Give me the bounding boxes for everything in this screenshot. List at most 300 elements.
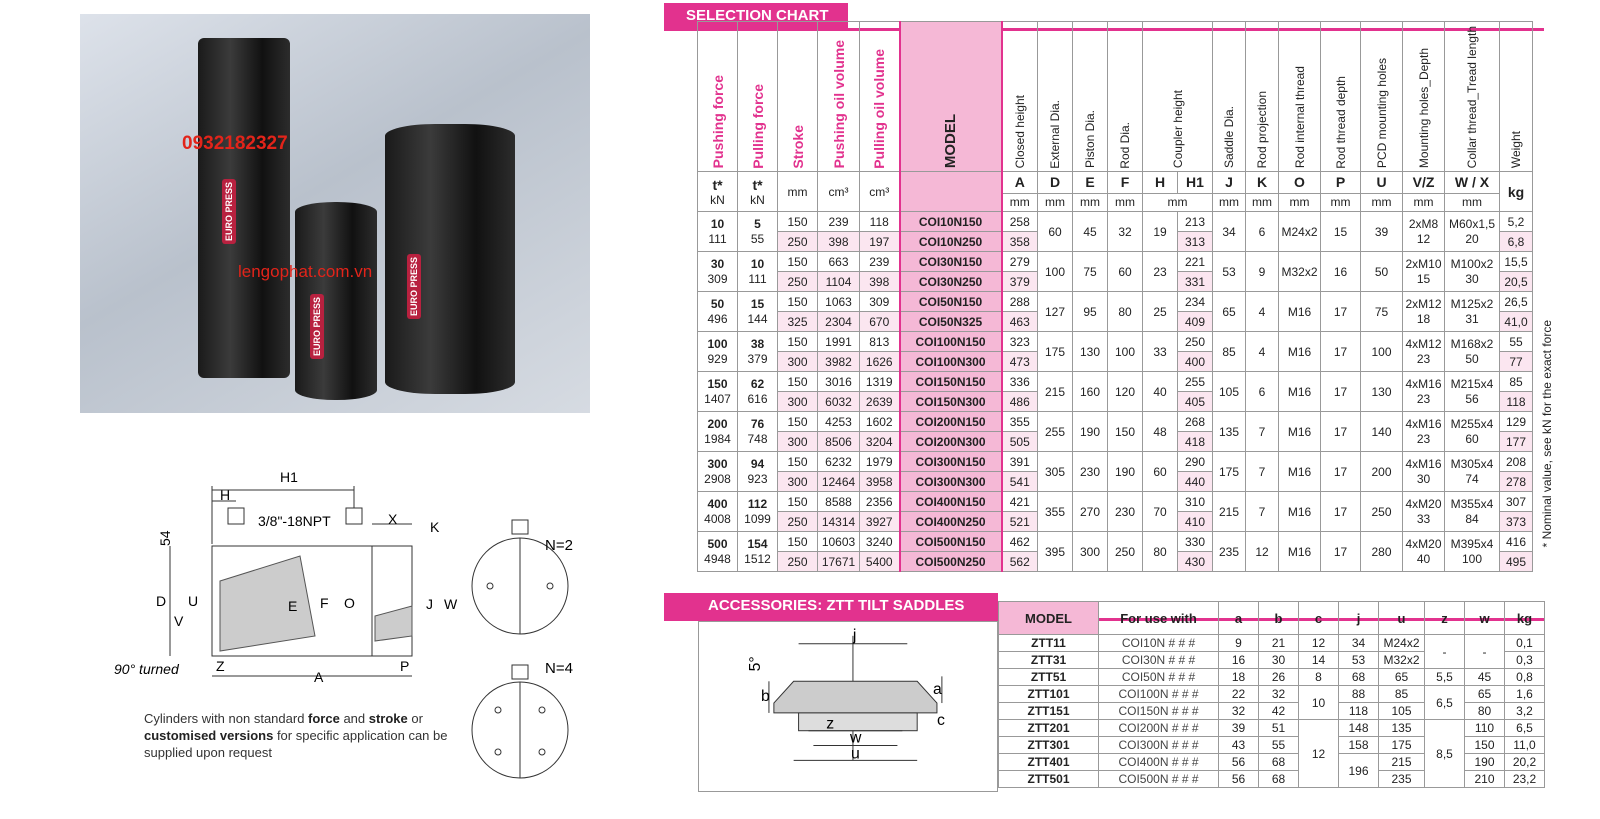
rod-depth-cell: 17 xyxy=(1321,372,1361,412)
saddle-dia-cell: 34 xyxy=(1213,212,1246,252)
rod-thread-cell: M32x2 xyxy=(1279,252,1321,292)
weight-cell: 41,0 xyxy=(1500,312,1533,332)
closed-height-cell: 358 xyxy=(1002,232,1038,252)
pcd-cell: 75 xyxy=(1361,292,1403,332)
coupler-h1-cell: 213 xyxy=(1178,212,1213,232)
accessories-table: MODEL For use with a b c j u z w kg ZTT11 COI10N # # # 9 21 12 34 M24x2 - - 0,1 ZTT31 COI30N # # # 16 30 14 53 M32x2 0,3 ZTT51 COI50N # # # 18 26 8 68 65 5,5 45 0,8 ZTT101 COI100N # # # 22 32 10 88 85 6,5 65 1,6 ZTT151 COI150N # # # 32 42 118 105 80 3,2 ZTT201 COI200N # # # 39 51 12 148 135 8,5 110 6,5 ZTT301 COI300N # # # 43 55 158 175 150 11,0 ZTT401 COI400N # # # 56 68 196 215 190 20,2 ZTT501 COI500N # # # 56 68 235 210 23,2 xyxy=(998,601,1545,788)
rod-projection-cell: 4 xyxy=(1246,292,1279,332)
pull-oil-cell: 1602 xyxy=(860,412,900,432)
rod-projection-cell: 7 xyxy=(1246,452,1279,492)
closed-height-cell: 473 xyxy=(1002,352,1038,372)
label-90-turned: 90° turned xyxy=(114,661,179,677)
cylinder-medium xyxy=(385,124,515,394)
collar-cell: M100x2 30 xyxy=(1445,252,1500,292)
accessories-title: ACCESSORIES: ZTT TILT SADDLES xyxy=(664,593,998,618)
stroke-cell: 300 xyxy=(778,352,818,372)
piston-dia-cell: 160 xyxy=(1073,372,1108,412)
saddle-dim-a: a xyxy=(932,681,942,699)
coupler-h-cell: 33 xyxy=(1143,332,1178,372)
push-force: 100 929 xyxy=(698,332,738,372)
acc-model: ZTT151 xyxy=(999,703,1099,720)
weight-cell: 307 xyxy=(1500,492,1533,512)
saddle-dia-cell: 85 xyxy=(1213,332,1246,372)
mounting-cell: 4xM12 23 xyxy=(1403,332,1445,372)
weight-cell: 129 xyxy=(1500,412,1533,432)
model-cell: COI200N150 xyxy=(900,412,1002,432)
external-dia-cell: 60 xyxy=(1038,212,1073,252)
acc-model: ZTT51 xyxy=(999,669,1099,686)
website: lengophat.com.vn xyxy=(238,262,373,281)
rod-depth-cell: 17 xyxy=(1321,452,1361,492)
header-push-force: Pushing force xyxy=(709,74,726,169)
rod-depth-cell: 17 xyxy=(1321,412,1361,452)
piston-dia-cell: 270 xyxy=(1073,492,1108,532)
coupler-h1-cell: 330 xyxy=(1178,532,1213,552)
rod-projection-cell: 7 xyxy=(1246,492,1279,532)
header-pull-force: Pulling force xyxy=(749,83,766,169)
acc-model: ZTT31 xyxy=(999,652,1099,669)
saddle-dim-c: c xyxy=(936,711,945,729)
coupler-h1-cell: 409 xyxy=(1178,312,1213,332)
mounting-cell: 2xM10 15 xyxy=(1403,252,1445,292)
push-force: 30 309 xyxy=(698,252,738,292)
weight-cell: 373 xyxy=(1500,512,1533,532)
pull-force: 10 111 xyxy=(738,252,778,292)
rod-dia-cell: 32 xyxy=(1108,212,1143,252)
stroke-cell: 250 xyxy=(778,272,818,292)
rod-thread-cell: M16 xyxy=(1279,452,1321,492)
push-oil-cell: 8506 xyxy=(818,432,860,452)
dim-h1: H1 xyxy=(280,469,298,485)
saddle-dim-u: u xyxy=(850,745,860,763)
collar-cell: M255x4 60 xyxy=(1445,412,1500,452)
rod-projection-cell: 6 xyxy=(1246,212,1279,252)
header-closed-height: Closed height xyxy=(1012,94,1027,169)
pull-oil-cell: 3927 xyxy=(860,512,900,532)
rod-depth-cell: 17 xyxy=(1321,532,1361,572)
acc-model: ZTT501 xyxy=(999,771,1099,788)
pull-force: 94 923 xyxy=(738,452,778,492)
header-push-oil: Pushing oil volume xyxy=(830,39,847,169)
coupler-h1-cell: 234 xyxy=(1178,292,1213,312)
rod-projection-cell: 4 xyxy=(1246,332,1279,372)
pull-oil-cell: 813 xyxy=(860,332,900,352)
model-cell: COI400N150 xyxy=(900,492,1002,512)
push-force: 300 2908 xyxy=(698,452,738,492)
push-oil-cell: 12464 xyxy=(818,472,860,492)
rod-thread-cell: M16 xyxy=(1279,532,1321,572)
external-dia-cell: 100 xyxy=(1038,252,1073,292)
pull-force: 15 144 xyxy=(738,292,778,332)
pull-oil-cell: 2639 xyxy=(860,392,900,412)
collar-cell: M60x1,5 20 xyxy=(1445,212,1500,252)
saddle-dim-deg: 5° xyxy=(747,656,765,672)
coupler-h-cell: 80 xyxy=(1143,532,1178,572)
model-cell: COI30N150 xyxy=(900,252,1002,272)
push-oil-cell: 239 xyxy=(818,212,860,232)
push-oil-cell: 1991 xyxy=(818,332,860,352)
header-saddle-dia: Saddle Dia. xyxy=(1222,106,1236,169)
stroke-cell: 150 xyxy=(778,252,818,272)
pull-oil-cell: 239 xyxy=(860,252,900,272)
pcd-cell: 50 xyxy=(1361,252,1403,292)
collar-cell: M395x4 100 xyxy=(1445,532,1500,572)
acc-model: ZTT11 xyxy=(999,635,1099,652)
push-oil-cell: 4253 xyxy=(818,412,860,432)
saddle-dim-z: z xyxy=(826,715,835,733)
rod-projection-cell: 7 xyxy=(1246,412,1279,452)
phone-number: 0932182327 xyxy=(182,133,288,154)
stroke-cell: 150 xyxy=(778,212,818,232)
acc-header-for-use: For use with xyxy=(1099,602,1219,635)
rod-dia-cell: 230 xyxy=(1108,492,1143,532)
rod-depth-cell: 15 xyxy=(1321,212,1361,252)
push-oil-cell: 3982 xyxy=(818,352,860,372)
stroke-cell: 250 xyxy=(778,512,818,532)
piston-dia-cell: 130 xyxy=(1073,332,1108,372)
model-cell: COI500N150 xyxy=(900,532,1002,552)
saddle-dia-cell: 105 xyxy=(1213,372,1246,412)
model-cell: COI10N150 xyxy=(900,212,1002,232)
weight-cell: 85 xyxy=(1500,372,1533,392)
rod-projection-cell: 6 xyxy=(1246,372,1279,412)
stroke-cell: 150 xyxy=(778,532,818,552)
saddle-dia-cell: 215 xyxy=(1213,492,1246,532)
header-rod-depth: Rod thread depth xyxy=(1333,75,1348,169)
acc-model: ZTT401 xyxy=(999,754,1099,771)
dim-d: D xyxy=(156,593,167,609)
mounting-cell: 2xM8 12 xyxy=(1403,212,1445,252)
pull-oil-cell: 118 xyxy=(860,212,900,232)
selection-row xyxy=(698,492,1533,512)
stroke-cell: 325 xyxy=(778,312,818,332)
weight-cell: 118 xyxy=(1500,392,1533,412)
pull-force: 76 748 xyxy=(738,412,778,452)
closed-height-cell: 562 xyxy=(1002,552,1038,572)
pull-oil-cell: 5400 xyxy=(860,552,900,572)
cylinder-large xyxy=(198,38,290,378)
weight-cell: 177 xyxy=(1500,432,1533,452)
coupler-h-cell: 19 xyxy=(1143,212,1178,252)
mounting-cell: 4xM20 40 xyxy=(1403,532,1445,572)
coupler-h1-cell: 418 xyxy=(1178,432,1213,452)
model-cell: COI200N300 xyxy=(900,432,1002,452)
header-collar: Collar thread_Tread length xyxy=(1465,26,1479,169)
coupler-h1-cell: 268 xyxy=(1178,412,1213,432)
header-coupler-height: Coupler height xyxy=(1170,90,1185,169)
rod-thread-cell: M16 xyxy=(1279,292,1321,332)
model-cell: COI150N300 xyxy=(900,392,1002,412)
pull-oil-cell: 2356 xyxy=(860,492,900,512)
piston-dia-cell: 95 xyxy=(1073,292,1108,332)
collar-cell: M215x4 56 xyxy=(1445,372,1500,412)
stroke-cell: 150 xyxy=(778,372,818,392)
model-cell: COI500N250 xyxy=(900,552,1002,572)
saddle-dia-cell: 65 xyxy=(1213,292,1246,332)
push-force: 200 1984 xyxy=(698,412,738,452)
push-oil-cell: 1104 xyxy=(818,272,860,292)
pull-oil-cell: 1979 xyxy=(860,452,900,472)
cylinder-small xyxy=(295,202,377,400)
selection-row xyxy=(698,252,1533,272)
push-oil-cell: 398 xyxy=(818,232,860,252)
pull-oil-cell: 670 xyxy=(860,312,900,332)
dim-e: E xyxy=(288,598,298,614)
closed-height-cell: 379 xyxy=(1002,272,1038,292)
push-oil-cell: 2304 xyxy=(818,312,860,332)
stroke-cell: 150 xyxy=(778,412,818,432)
piston-dia-cell: 45 xyxy=(1073,212,1108,252)
closed-height-cell: 521 xyxy=(1002,512,1038,532)
push-force: 50 496 xyxy=(698,292,738,332)
weight-cell: 20,5 xyxy=(1500,272,1533,292)
header-mounting: Mounting holes_Depth xyxy=(1416,48,1431,169)
push-oil-cell: 3016 xyxy=(818,372,860,392)
push-oil-cell: 17671 xyxy=(818,552,860,572)
header-external-dia: External Dia. xyxy=(1048,99,1062,169)
push-oil-cell: 663 xyxy=(818,252,860,272)
rod-projection-cell: 9 xyxy=(1246,252,1279,292)
brand-label-2: EURO PRESS xyxy=(407,254,421,319)
weight-cell: 208 xyxy=(1500,452,1533,472)
label-n2: N=2 xyxy=(545,537,573,554)
nominal-note: * Nominal value, see kN for the exact force xyxy=(1540,320,1554,548)
external-dia-cell: 255 xyxy=(1038,412,1073,452)
selection-table: Pushing force Pulling force Stroke Pushing oil volume Pulling oil volume MODEL Closed height External Dia. Piston Dia. Rod Dia. Coupler height Saddle Dia. Rod projection Rod internal thread Rod thread depth PCD mounting holes Mounting holes_Depth Collar thread_Tread length Weight t* kN t* kN mm cm³ cm³ A D E F H H1 J K O P U V/Z W / X kg mm mm mm mm mm mm mm mm mm mm mm mm 10 111 5 55 150 239 118 COI10N150 258 60 45 32 19 213 34 6 M24x2 15 39 2xM8 12 M60x1,5 20 5,2 250 398 197 COI10N250 358 313 6,8 30 309 10 111 150 663 239 COI30N150 279 100 75 60 23 221 53 9 M32x2 16 50 2xM10 15 M100x2 30 15,5 250 1104 398 COI30N250 379 331 20,5 50 496 15 144 150 1063 309 COI50N150 288 127 95 80 25 234 65 4 M16 17 75 2xM12 18 M125x2 31 26,5 325 2304 670 COI50N325 463 409 41,0 100 929 38 379 150 1991 813 COI100N150 323 175 130 100 33 250 85 4 M16 17 100 4xM12 23 M168x2 50 55 300 3982 1626 COI100N300 473 400 77 150 1407 62 616 150 3016 1319 COI150N150 336 215 160 120 40 255 105 6 M16 17 130 4xM16 23 M215x4 56 85 300 6032 2639 COI150N300 486 405 118 200 1984 76 748 150 4253 1602 COI200N150 355 255 190 150 48 268 135 7 M16 17 140 4xM16 23 M255x4 60 129 300 8506 3204 COI200N300 505 418 177 300 2908 94 923 150 6232 1979 COI300N150 391 305 230 190 60 290 175 7 M16 17 200 4xM16 30 M305x4 74 208 300 12464 3958 COI300N300 541 440 278 400 4008 112 1099 150 8588 2356 COI400N150 421 355 270 230 70 310 215 7 M16 17 250 4xM20 33 M355x4 84 307 250 14314 3927 COI400N250 521 410 373 500 4948 154 1512 150 10603 3240 COI500N150 462 395 300 250 80 330 235 12 M16 17 280 4xM20 40 M395x4 100 416 250 17671 5400 COI500N250 562 430 495 xyxy=(697,21,1533,572)
model-cell: COI150N150 xyxy=(900,372,1002,392)
model-cell: COI10N250 xyxy=(900,232,1002,252)
rod-dia-cell: 190 xyxy=(1108,452,1143,492)
cylinder-n4-view xyxy=(460,655,600,795)
rod-dia-cell: 100 xyxy=(1108,332,1143,372)
header-rod-dia: Rod Dia. xyxy=(1118,121,1132,169)
acc-model: ZTT101 xyxy=(999,686,1099,703)
pcd-cell: 130 xyxy=(1361,372,1403,412)
rod-thread-cell: M24x2 xyxy=(1279,212,1321,252)
rod-depth-cell: 17 xyxy=(1321,332,1361,372)
saddle-dim-b: b xyxy=(761,688,770,706)
dim-o: O xyxy=(344,595,355,611)
piston-dia-cell: 190 xyxy=(1073,412,1108,452)
external-dia-cell: 305 xyxy=(1038,452,1073,492)
mounting-cell: 4xM16 30 xyxy=(1403,452,1445,492)
dim-h: H xyxy=(220,487,231,503)
selection-row xyxy=(698,452,1533,472)
stroke-cell: 300 xyxy=(778,432,818,452)
pull-oil-cell: 1626 xyxy=(860,352,900,372)
coupler-h-cell: 40 xyxy=(1143,372,1178,412)
pull-force: 38 379 xyxy=(738,332,778,372)
model-cell: COI400N250 xyxy=(900,512,1002,532)
brand-label: EURO PRESS xyxy=(222,179,236,244)
rod-thread-cell: M16 xyxy=(1279,412,1321,452)
piston-dia-cell: 230 xyxy=(1073,452,1108,492)
closed-height-cell: 391 xyxy=(1002,452,1038,472)
dim-z: Z xyxy=(216,658,225,674)
rod-dia-cell: 250 xyxy=(1108,532,1143,572)
coupler-h-cell: 70 xyxy=(1143,492,1178,532)
pull-force: 112 1099 xyxy=(738,492,778,532)
weight-cell: 26,5 xyxy=(1500,292,1533,312)
saddle-drawing xyxy=(698,621,998,792)
selection-row xyxy=(698,412,1533,432)
push-oil-cell: 6232 xyxy=(818,452,860,472)
coupler-h1-cell: 410 xyxy=(1178,512,1213,532)
saddle-dia-cell: 235 xyxy=(1213,532,1246,572)
stroke-cell: 250 xyxy=(778,232,818,252)
saddle-dim-w: w xyxy=(849,729,862,747)
external-dia-cell: 395 xyxy=(1038,532,1073,572)
coupler-h1-cell: 440 xyxy=(1178,472,1213,492)
push-oil-cell: 6032 xyxy=(818,392,860,412)
label-n4: N=4 xyxy=(545,660,573,677)
model-cell: COI300N300 xyxy=(900,472,1002,492)
header-weight: Weight xyxy=(1509,131,1523,169)
closed-height-cell: 288 xyxy=(1002,292,1038,312)
coupler-h1-cell: 331 xyxy=(1178,272,1213,292)
weight-cell: 55 xyxy=(1500,332,1533,352)
stroke-cell: 150 xyxy=(778,452,818,472)
model-cell: COI300N150 xyxy=(900,452,1002,472)
stroke-cell: 300 xyxy=(778,472,818,492)
rod-dia-cell: 60 xyxy=(1108,252,1143,292)
acc-model: ZTT201 xyxy=(999,720,1099,737)
rod-thread-cell: M16 xyxy=(1279,372,1321,412)
header-rod-thread: Rod internal thread xyxy=(1292,66,1307,169)
mounting-cell: 4xM16 23 xyxy=(1403,412,1445,452)
pull-force: 62 616 xyxy=(738,372,778,412)
dim-x: X xyxy=(388,511,398,527)
coupler-h1-cell: 290 xyxy=(1178,452,1213,472)
external-dia-cell: 175 xyxy=(1038,332,1073,372)
model-cell: COI100N300 xyxy=(900,352,1002,372)
saddle-dia-cell: 135 xyxy=(1213,412,1246,452)
model-cell: COI50N150 xyxy=(900,292,1002,312)
piston-dia-cell: 75 xyxy=(1073,252,1108,292)
external-dia-cell: 215 xyxy=(1038,372,1073,412)
saddle-dia-cell: 53 xyxy=(1213,252,1246,292)
closed-height-cell: 258 xyxy=(1002,212,1038,232)
piston-dia-cell: 300 xyxy=(1073,532,1108,572)
rod-depth-cell: 16 xyxy=(1321,252,1361,292)
model-cell: COI50N325 xyxy=(900,312,1002,332)
rod-dia-cell: 120 xyxy=(1108,372,1143,412)
closed-height-cell: 541 xyxy=(1002,472,1038,492)
coupler-h-cell: 25 xyxy=(1143,292,1178,332)
dim-w: W xyxy=(444,596,458,612)
header-rod-projection: Rod projection xyxy=(1255,90,1269,169)
header-model: MODEL xyxy=(942,114,959,169)
pull-oil-cell: 3240 xyxy=(860,532,900,552)
mounting-cell: 4xM20 33 xyxy=(1403,492,1445,532)
rod-dia-cell: 150 xyxy=(1108,412,1143,452)
rod-projection-cell: 12 xyxy=(1246,532,1279,572)
mounting-cell: 4xM16 23 xyxy=(1403,372,1445,412)
weight-cell: 15,5 xyxy=(1500,252,1533,272)
stroke-cell: 250 xyxy=(778,552,818,572)
coupler-h-cell: 48 xyxy=(1143,412,1178,452)
rod-depth-cell: 17 xyxy=(1321,492,1361,532)
weight-cell: 5,2 xyxy=(1500,212,1533,232)
external-dia-cell: 127 xyxy=(1038,292,1073,332)
stroke-cell: 150 xyxy=(778,292,818,312)
collar-cell: M305x4 74 xyxy=(1445,452,1500,492)
header-pcd: PCD mounting holes xyxy=(1374,58,1389,169)
dim-p: P xyxy=(400,658,410,674)
dim-j: J xyxy=(426,596,433,612)
selection-row xyxy=(698,212,1533,232)
saddle-dim-j: j xyxy=(852,626,857,644)
dim-f: F xyxy=(320,595,329,611)
selection-chart-title: SELECTION CHART xyxy=(664,3,848,28)
push-oil-cell: 8588 xyxy=(818,492,860,512)
closed-height-cell: 463 xyxy=(1002,312,1038,332)
header-pull-oil: Pulling oil volume xyxy=(871,48,888,169)
pull-force: 154 1512 xyxy=(738,532,778,572)
brand-label-3: EURO PRESS xyxy=(310,294,324,359)
stroke-cell: 150 xyxy=(778,332,818,352)
closed-height-cell: 279 xyxy=(1002,252,1038,272)
dim-k: K xyxy=(430,519,440,535)
mounting-cell: 2xM12 18 xyxy=(1403,292,1445,332)
model-cell: COI30N250 xyxy=(900,272,1002,292)
dim-v: V xyxy=(174,613,184,629)
pull-oil-cell: 398 xyxy=(860,272,900,292)
stroke-cell: 300 xyxy=(778,392,818,412)
selection-row xyxy=(698,332,1533,352)
closed-height-cell: 355 xyxy=(1002,412,1038,432)
model-cell: COI100N150 xyxy=(900,332,1002,352)
pcd-cell: 250 xyxy=(1361,492,1403,532)
acc-model: ZTT301 xyxy=(999,737,1099,754)
selection-row xyxy=(698,372,1533,392)
weight-cell: 77 xyxy=(1500,352,1533,372)
coupler-h1-cell: 400 xyxy=(1178,352,1213,372)
coupler-h1-cell: 221 xyxy=(1178,252,1213,272)
acc-header-model: MODEL xyxy=(999,602,1099,635)
rod-thread-cell: M16 xyxy=(1279,492,1321,532)
collar-cell: M355x4 84 xyxy=(1445,492,1500,532)
header-stroke: Stroke xyxy=(789,124,806,169)
collar-cell: M125x2 31 xyxy=(1445,292,1500,332)
dim-54: 54 xyxy=(157,530,173,546)
dim-npt: 3/8"-18NPT xyxy=(258,513,331,529)
weight-cell: 495 xyxy=(1500,552,1533,572)
selection-row xyxy=(698,292,1533,312)
weight-cell: 6,8 xyxy=(1500,232,1533,252)
pcd-cell: 39 xyxy=(1361,212,1403,252)
pcd-cell: 100 xyxy=(1361,332,1403,372)
closed-height-cell: 505 xyxy=(1002,432,1038,452)
coupler-h1-cell: 313 xyxy=(1178,232,1213,252)
pull-force: 5 55 xyxy=(738,212,778,252)
coupler-h1-cell: 430 xyxy=(1178,552,1213,572)
closed-height-cell: 486 xyxy=(1002,392,1038,412)
push-oil-cell: 1063 xyxy=(818,292,860,312)
push-oil-cell: 10603 xyxy=(818,532,860,552)
weight-cell: 416 xyxy=(1500,532,1533,552)
selection-row xyxy=(698,532,1533,552)
saddle-dia-cell: 175 xyxy=(1213,452,1246,492)
push-oil-cell: 14314 xyxy=(818,512,860,532)
push-force: 150 1407 xyxy=(698,372,738,412)
coupler-h1-cell: 310 xyxy=(1178,492,1213,512)
rod-dia-cell: 80 xyxy=(1108,292,1143,332)
push-force: 500 4948 xyxy=(698,532,738,572)
pcd-cell: 200 xyxy=(1361,452,1403,492)
push-force: 10 111 xyxy=(698,212,738,252)
custom-note: Cylinders with non standard force and stroke or customised versions for specific application can be supplied upon request xyxy=(144,711,448,760)
